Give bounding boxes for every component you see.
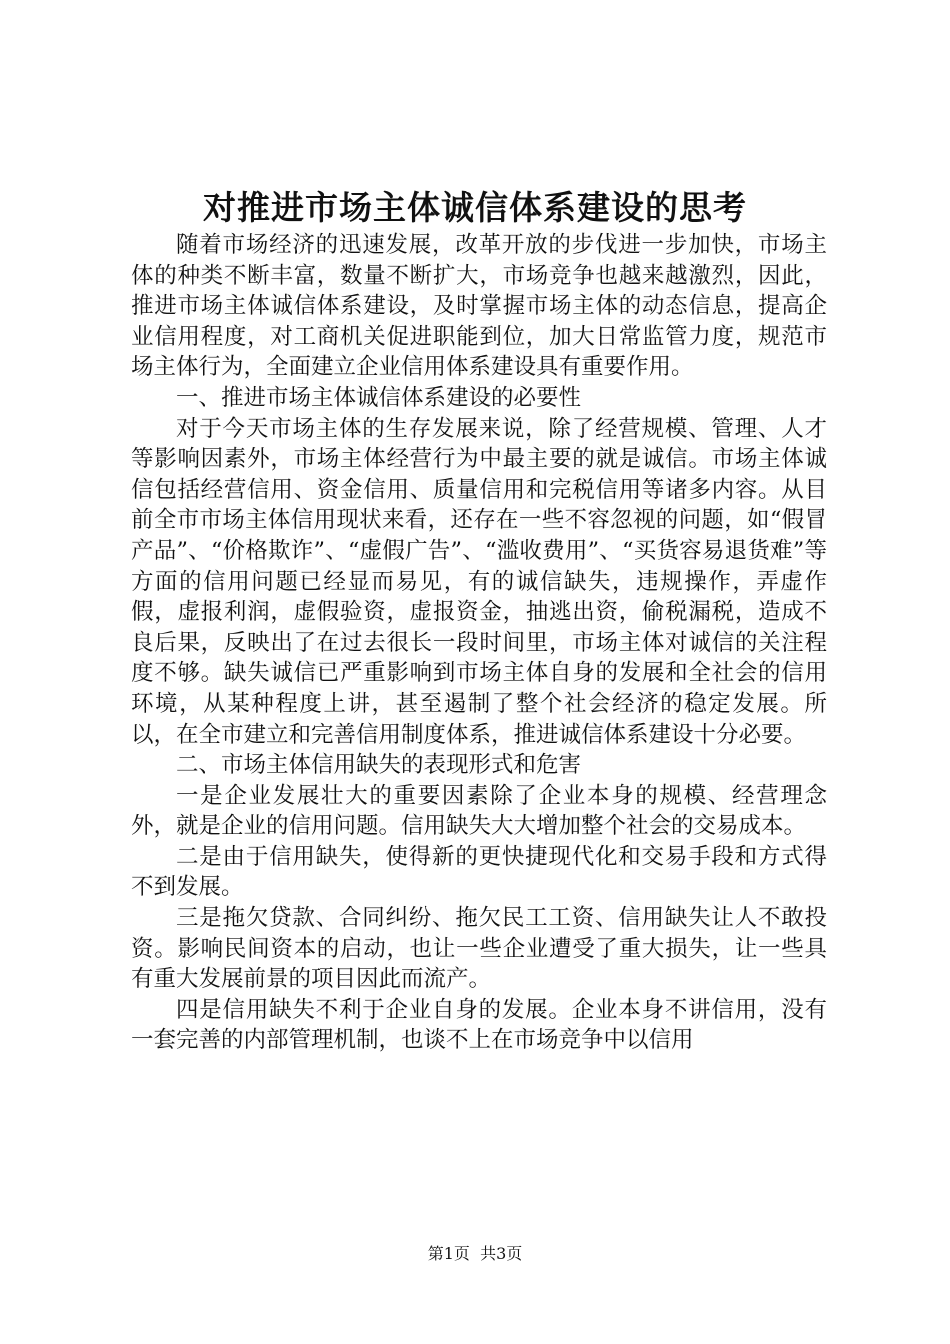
paragraph-point-1: 一是企业发展壮大的重要因素除了企业本身的规模、经营理念外，就是企业的信用问题。信用缺失大大增加整个社会的交易成本。 (131, 782, 827, 840)
paragraph-point-2: 二是由于信用缺失，使得新的更快捷现代化和交易手段和方式得不到发展。 (131, 843, 827, 901)
document-title: 对推进市场主体诚信体系建设的思考 (203, 188, 747, 227)
document-body (131, 230, 827, 1056)
paragraph-point-4: 四是信用缺失不利于企业自身的发展。企业本身不讲信用，没有一套完善的内部管理机制，也谈不上在市场竞争中以信用 (131, 996, 827, 1054)
page-footer (0, 1243, 950, 1265)
page-number: 第1页 共3页 (427, 1244, 523, 1263)
section-heading-2: 二、市场主体信用缺失的表现形式和危害 (176, 752, 582, 779)
section-heading-1: 一、推进市场主体诚信体系建设的必要性 (176, 384, 582, 411)
paragraph-point-3: 三是拖欠贷款、合同纠纷、拖欠民工工资、信用缺失让人不敢投资。影响民间资本的启动，也让一些企业遭受了重大损失，让一些具有重大发展前景的项目因此而流产。 (131, 905, 827, 993)
paragraph-necessity: 对于今天市场主体的生存发展来说，除了经营规模、管理、人才等影响因素外，市场主体经营行为中最主要的就是诚信。市场主体诚信包括经营信用、资金信用、质量信用和完税信用等诸多内容。从目前全市市场主体信用现状来看，还存在一些不容忽视的问题，如“假冒产品”、“价格欺诈”、“虚假广告”、“滥收费用”、“买货容易退货难”等方面的信用问题已经显而易见，有的诚信缺失，违规操作，弄虚作假，虚报利润，虚假验资，虚报资金，抽逃出资，偷税漏税，造成不良后果，反映出了在过去很长一段时间里，市场主体对诚信的关注程度不够。缺失诚信已严重影响到市场主体自身的发展和全社会的信用环境，从某种程度上讲，甚至遏制了整个社会经济的稳定发展。所以，在全市建立和完善信用制度体系，推进诚信体系建设十分必要。 (131, 415, 827, 748)
paragraph-intro: 随着市场经济的迅速发展，改革开放的步伐进一步加快，市场主体的种类不断丰富，数量不断扩大，市场竞争也越来越激烈，因此，推进市场主体诚信体系建设，及时掌握市场主体的动态信息，提高企业信用程度，对工商机关促进职能到位，加大日常监管力度，规范市场主体行为，全面建立企业信用体系建设具有重要作用。 (131, 232, 827, 381)
